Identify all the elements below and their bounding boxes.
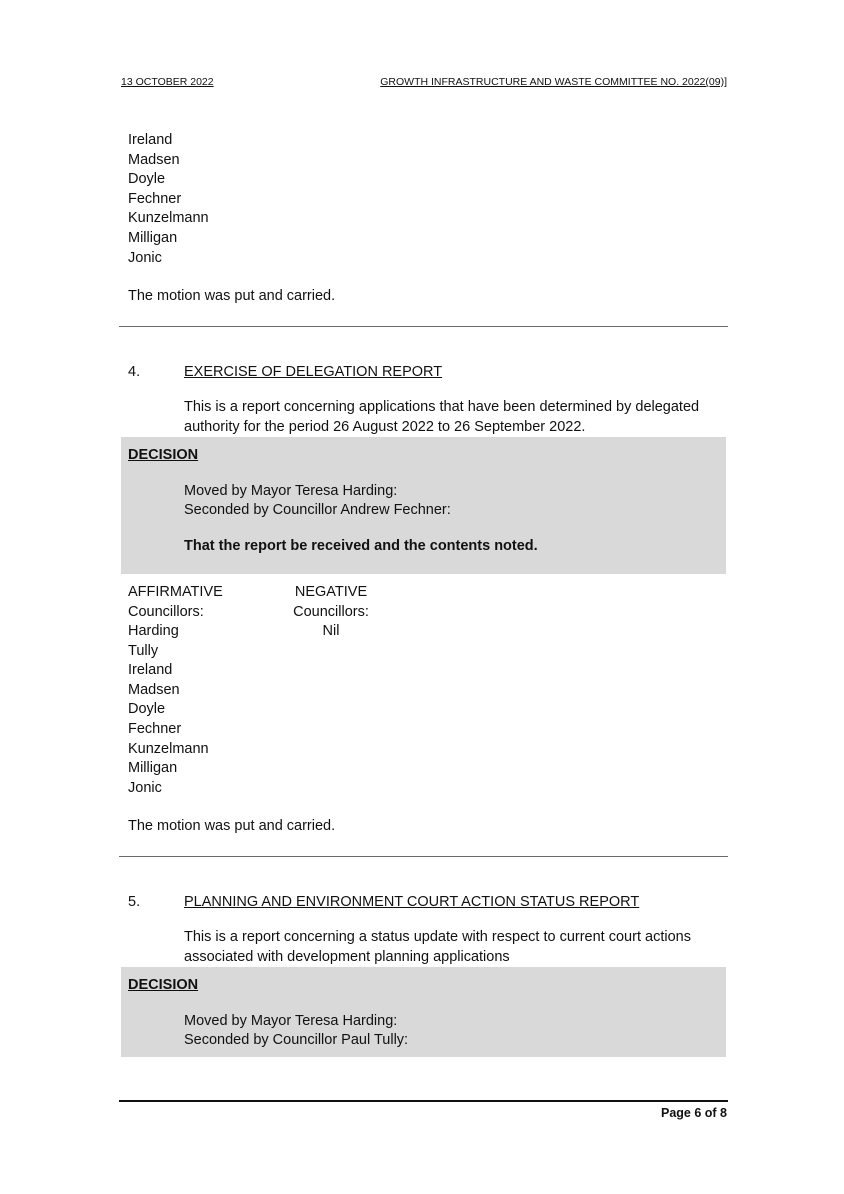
item-title: EXERCISE OF DELEGATION REPORT [184,364,443,380]
decision-label: DECISION [128,977,199,993]
section-divider [119,326,728,327]
decision-label: DECISION [128,447,199,463]
affirmative-names [128,622,209,798]
moved-by: Moved by Mayor Teresa Harding: [184,483,398,499]
section-divider [119,856,728,857]
decision-box [121,967,726,1057]
councillor-name: Doyle [128,171,166,188]
item-number: 4. [128,364,141,380]
item-description: This is a report concerning a status update with respect to current court actions [184,929,691,945]
councillor-name: Fechner [128,190,182,207]
affirmative-councillors-label: Councillors: [128,604,204,620]
councillor-name: Jonic [128,779,162,796]
negative-label: NEGATIVE [294,584,368,600]
councillor-name: Kunzelmann [128,210,209,227]
motion-result: The motion was put and carried. [128,818,336,834]
councillor-name: Ireland [128,662,173,679]
councillor-name: Milligan [128,760,178,777]
item-number: 5. [128,894,141,910]
vote-names-continued [128,131,209,268]
councillor-name: Harding [128,623,179,639]
councillor-name: Milligan [128,229,178,246]
item-description: associated with development planning applications [184,949,510,965]
councillor-name: Ireland [128,132,173,148]
councillor-name: Tully [128,642,159,659]
item-title: PLANNING AND ENVIRONMENT COURT ACTION STATUS REPORT [184,894,640,910]
councillor-name: Madsen [128,681,180,698]
affirmative-label: AFFIRMATIVE [128,584,223,600]
councillor-name: Madsen [128,151,180,168]
seconded-by: Seconded by Councillor Andrew Fechner: [184,502,451,518]
resolution: That the report be received and the contents noted. [184,538,538,554]
page-number: Page 6 of 8 [661,1106,727,1120]
councillor-name: Doyle [128,701,166,718]
footer-rule [119,1100,728,1102]
decision-box [121,437,726,574]
header-date: 13 OCTOBER 2022 [121,76,214,88]
councillor-name: Fechner [128,720,182,737]
councillor-name: Jonic [128,249,162,266]
moved-by: Moved by Mayor Teresa Harding: [184,1013,398,1029]
motion-result: The motion was put and carried. [128,288,336,304]
seconded-by: Seconded by Councillor Paul Tully: [184,1032,409,1048]
councillor-name: Kunzelmann [128,740,209,757]
header-committee-title: GROWTH INFRASTRUCTURE AND WASTE COMMITTEE NO. 2022(09)] [380,76,727,88]
negative-value: Nil [322,623,340,639]
item-description: This is a report concerning applications that have been determined by delegated [184,399,700,415]
item-description: authority for the period 26 August 2022 to 26 September 2022. [184,419,586,435]
negative-councillors-label: Councillors: [293,604,369,620]
